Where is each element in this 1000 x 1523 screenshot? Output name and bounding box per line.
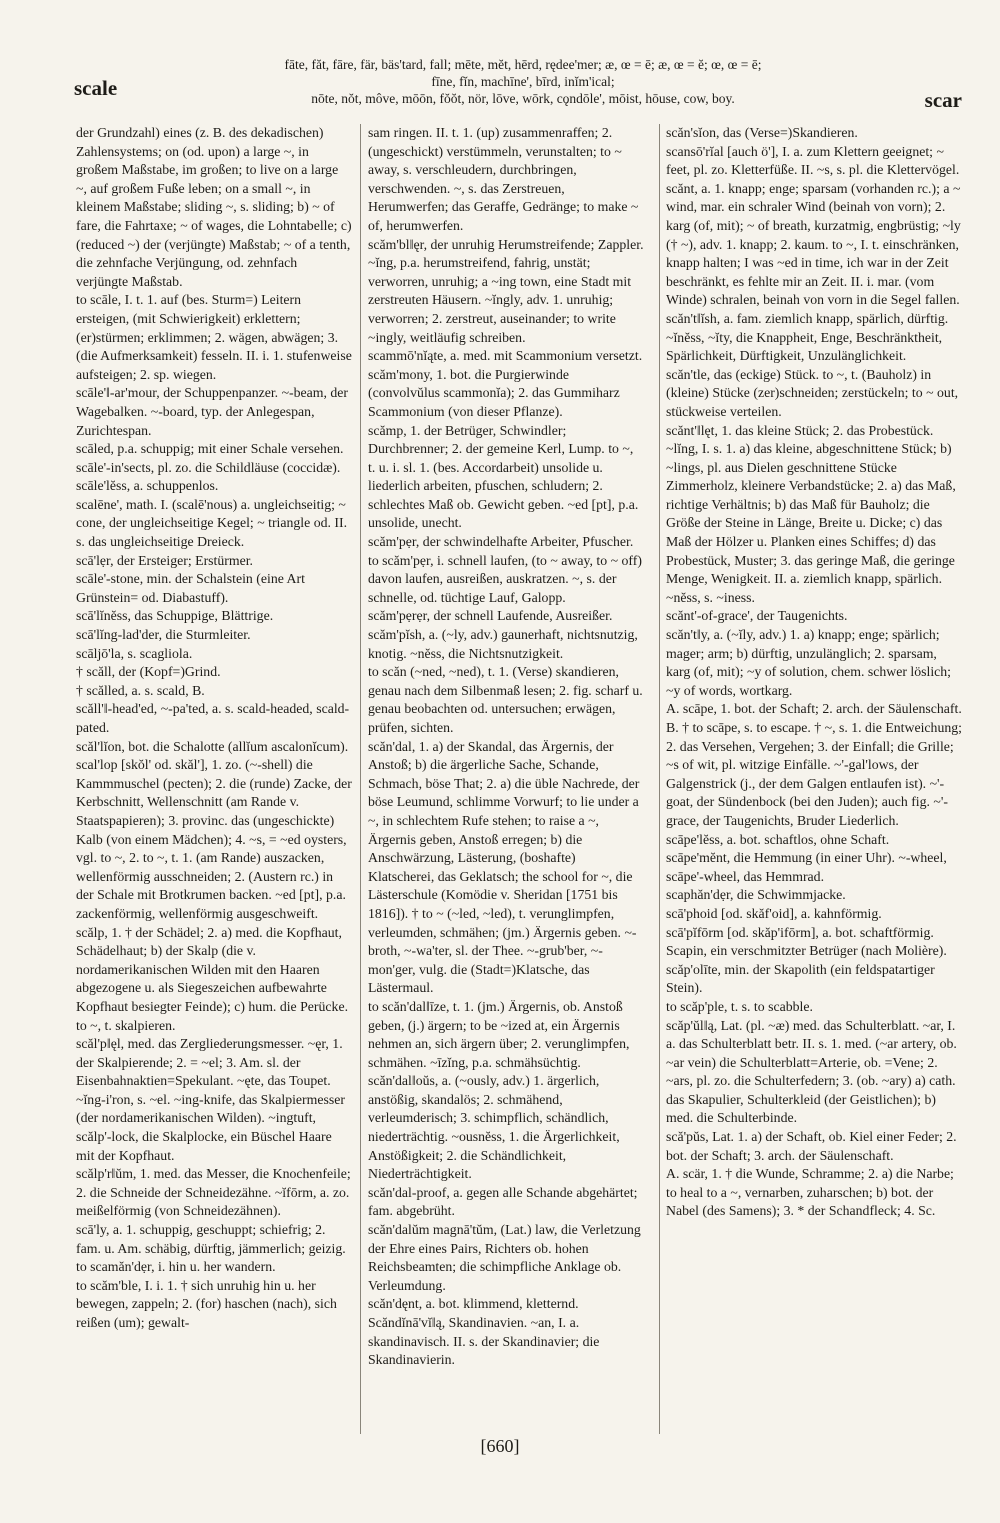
dictionary-entry: scămp, 1. der Betrüger, Schwindler; Durchbrenner; 2. der gemeine Kerl, Lump. to ~, t. u. i. sl. 1. (bes. Accordarbeit) unsolide u. liederlich arbeiten, pfuschen, schludern; 2. schlechtes Maß ob. Gewicht geben. ~ed [pt], p.a. unsolide, unecht. bbox=[368, 422, 639, 531]
dictionary-entry: scā'lĭnĕss, das Schuppige, Blättrige. bbox=[76, 608, 274, 624]
guide-word-right: scar bbox=[924, 88, 962, 112]
dictionary-entry: scăn'dęnt, a. bot. klimmend, kletternd. bbox=[368, 1296, 579, 1312]
dictionary-entry: scăll'‖-head'ed, ~-pa'ted, a. s. scald-headed, scald-pated. bbox=[76, 701, 350, 735]
dictionary-entry: scāljō'la, s. scagliola. bbox=[76, 645, 193, 661]
dictionary-entry: scălp'r‖ŭm, 1. med. das Messer, die Knochenfeile; 2. die Schneide der Schneidezähne. ~ĭfōrm, a. zo. meißelförmig (von Schneidezähnen). bbox=[76, 1166, 351, 1219]
dictionary-entry: scāle'lĕss, a. schuppenlos. bbox=[76, 478, 219, 494]
dictionary-entry: scăm'pẹrẹr, der schnell Laufende, Ausreißer. bbox=[368, 608, 613, 624]
dictionary-entry: scā'phoid [od. skăf'oid], a. kahnförmig. bbox=[666, 905, 882, 921]
dictionary-entry: † scăll, der (Kopf=)Grind. bbox=[76, 664, 221, 680]
guide-word-left: scale bbox=[74, 76, 118, 100]
dictionary-entry: scăl'p‖ęl, med. das Zergliederungsmesser. ~ęr, 1. der Skalpierende; 2. = ~el; 3. Am. sl. der Eisenbahnaktien=Spekulant. ~ęte, das Toupet. ~ĭng-i'ron, s. ~el. ~ing-knife, das Skalpiermesser (der nordamerikanischen Wilden). ~ingtuft, scălp'-lock, die Skalplocke, ein Büschel Haare mit der Kopfhaut. bbox=[76, 1036, 345, 1163]
dictionary-entry: scăn'dal-proof, a. gegen alle Schande abgehärtet; fam. abgebrüht. bbox=[368, 1184, 638, 1219]
column-2 bbox=[368, 124, 644, 1434]
dictionary-entry: sam ringen. II. t. 1. (up) zusammenraffen; 2. (ungeschickt) verstümmeln, verunstalten; to ~ away, s. verschleudern, durchbringen, verschwenden. ~, s. das Zerstreuen, Herumwerfen; das Geraffe, Gedränge; to make ~ of, herumwerfen. bbox=[368, 125, 639, 233]
dictionary-entry: scăp'olīte, min. der Skapolith (ein feldspatartiger Stein). bbox=[666, 961, 935, 996]
dictionary-entry: A. scāpe, 1. bot. der Schaft; 2. arch. der Säulenschaft. bbox=[666, 701, 962, 717]
dictionary-entry: scansō'rĭal [auch ö'], I. a. zum Klettern geeignet; ~ feet, pl. zo. Kletterfüße. II. ~s, s. pl. die Klettervögel. bbox=[666, 143, 960, 178]
dictionary-entry: scāle'-stone, min. der Schalstein (eine Art Grünstein= od. Diabastuff). bbox=[76, 571, 305, 605]
dictionary-entry: scăp'ŭl‖ą, Lat. (pl. ~æ) med. das Schulterblatt. ~ar, I. a. das Schulterblatt betr. II. s. 1. med. (~ar artery, ob. ~ar vein) die Schulterblatt=Arterie, ob. =Vene; 2. ~ars, pl. zo. die Schulterfedern; 3. (ob. ~ary) a) cath. das Skapulier, Schulterkleid (der Geistlichen); b) med. die Schulterbinde. bbox=[666, 1017, 957, 1126]
dictionary-entry: scăn'sĭon, das (Verse=)Skandieren. bbox=[666, 125, 858, 140]
dictionary-entry: to scăn'dal‖īze, t. 1. (jm.) Ärgernis, ob. Anstoß geben, (j.) ärgern; to be ~ized at, ein Ärgernis nehmen an, sich ärgern über; 2. verunglimpfen, schmähen. ~īzĭng, p.a. schmähsüchtig. bbox=[368, 998, 630, 1070]
pronunciation-key-line: nōte, nŏt, môve, mōōn, fŏŏt, nör, lōve, wōrk, cǫndōle', mōist, hōuse, cow, boy. bbox=[311, 91, 735, 106]
dictionary-entry: scăn'dalŭm magnā'tŭm, (Lat.) law, die Verletzung der Ehre eines Pairs, Richters ob. hohen Reichsbeamten; die schimpfliche Anklage ob. Verleumdung. bbox=[368, 1222, 641, 1293]
dictionary-entry: scăm'pĭsh, a. (~ly, adv.) gaunerhaft, nichtsnutzig, knotig. ~nĕss, die Nichtsnutzigkeit. bbox=[368, 627, 638, 661]
dictionary-entry: scănt'-of-grace', der Taugenichts. bbox=[666, 608, 848, 624]
dictionary-entry: to scăp'ple, t. s. to scabble. bbox=[666, 998, 813, 1014]
dictionary-entry: scăn'dal, 1. a) der Skandal, das Ärgernis, der Anstoß; b) die ärgerliche Sache, Schande, Schmach, böse That; 2. a) die üble Nachrede, der böse Leumund, schlimme Vorwurf; to lie under a ~, in schlechtem Rufe stehen; to raise a ~, Ärgernis geben, Anstoß erregen; b) die Anschwärzung, Lästerung, (boshafte) Klatscherei, das Geklatsch; the school for ~, die Lästerschule (Komödie v. Sheridan [1751 bis 1816]). † to ~ (~led, ~led), t. verunglimpfen, verleumden, schmähen; (jm.) Ärgernis geben. ~-broth, ~-wa'ter, sl. der Thee. ~-grub'ber, ~-mon'ger, vulg. die (Stadt=)Klatsche, das Lästermaul. bbox=[368, 738, 640, 996]
dictionary-entry: scă'pŭs, Lat. 1. a) der Schaft, ob. Kiel einer Feder; 2. bot. der Schaft; 3. arch. der Säulenschaft. bbox=[666, 1129, 957, 1163]
dictionary-entry: scaphăn'dẹr, die Schwimmjacke. bbox=[666, 887, 846, 903]
dictionary-entry: to scăm'ble, I. i. 1. † sich unruhig hin u. her bewegen, zappeln; 2. (for) haschen (nach), sich reißen (um); gewalt- bbox=[76, 1277, 337, 1330]
dictionary-entry: scā'lĭng-lad'der, die Sturmleiter. bbox=[76, 627, 251, 643]
dictionary-entry: scălp, 1. † der Schädel; 2. a) med. die Kopfhaut, Schädelhaut; b) der Skalp (die v. nordamerikanischen Wilden mit den Haaren abgezogene u. als Siegeszeichen aufbewahrte Kopfhaut besiegter Feinde); c) hum. die Perücke. to ~, t. skalpieren. bbox=[76, 924, 349, 1033]
columns bbox=[76, 124, 964, 1434]
dictionary-entry: A. scär, 1. † die Wunde, Schramme; 2. a) die Narbe; to heal to a ~, vernarben, zuharschen; b) bot. der Nabel (des Samens); 3. * der Schandfleck; 4. Sc. bbox=[666, 1166, 954, 1219]
dictionary-entry: scāpe'lĕss, a. bot. schaftlos, ohne Schaft. bbox=[666, 831, 890, 847]
dictionary-entry: Scapin, ein verschmitzter Betrüger (nach Molière). bbox=[666, 943, 947, 959]
dictionary-entry: scăm'bl‖ęr, der unruhig Herumstreifende; Zappler. ~ĭng, p.a. herumstreifend, fahrig, unstät; verworren, unruhig; a ~ing town, eine Stadt mit zerstreuten Häusern. ~ĭngly, adv. 1. unruhig; verworren; 2. zerstreut, auseinander; to write ~ingly, weitläufig schreiben. bbox=[368, 236, 644, 345]
dictionary-entry: scănt'‖lęt, 1. das kleine Stück; 2. das Probestück. ~lĭng, I. s. 1. a) das kleine, abgeschnittene Stück; b) ~lings, pl. aus Dielen geschnittene Stücke Zimmerholz, kleinere Verbandstücke; 2. a) das Maß, richtige Verhältnis; b) das Maß für Bauholz; die Größe der Steine in Länge, Breite u. Dicke; c) das Maß der Hölzer u. Planken eines Schiffes; d) das Probestück, Muster; 3. das geringe Maß, die geringe Menge, Wenigkeit. II. a. ziemlich knapp, spärlich. ~nĕss, s. ~iness. bbox=[666, 422, 956, 605]
dictionary-entry: † scălled, a. s. scald, B. bbox=[76, 682, 205, 698]
dictionary-entry: scāled, p.a. schuppig; mit einer Schale versehen. bbox=[76, 441, 344, 457]
dictionary-entry: scăm'pẹr, der schwindelhafte Arbeiter, Pfuscher. bbox=[368, 534, 634, 550]
dictionary-entry: scā'ly, a. 1. schuppig, geschuppt; schiefrig; 2. fam. u. Am. schäbig, dürftig, jämmerlich; geizig. bbox=[76, 1222, 346, 1256]
dictionary-entry: B. † to scāpe, s. to escape. † ~, s. 1. die Entweichung; 2. das Versehen, Vergehen; 3. der Einfall; die Grille; ~s of wit, pl. witzige Einfälle. ~'-gal'lows, der Galgenstrick (j., der dem Galgen entlaufen ist). ~'-goat, der Sündenbock (bei den Juden); auch fig. ~'-grace, der Taugenichts, Bruder Liederlich. bbox=[666, 720, 962, 828]
dictionary-entry: scammō'nĭąte, a. med. mit Scammonium versetzt. bbox=[368, 348, 643, 364]
dictionary-entry: scăm'mony, 1. bot. die Purgierwinde (convolvŭlus scammonĭa); 2. das Gummiharz Scammonium (von dieser Pflanze). bbox=[368, 366, 620, 419]
column-1 bbox=[76, 124, 352, 1434]
dictionary-entry: to scăm'pẹr, i. schnell laufen, (to ~ away, to ~ off) davon laufen, ausreißen, auskratzen. ~, s. der schnelle, od. tüchtige Lauf, Galopp. bbox=[368, 552, 642, 605]
dictionary-entry: scăn'dal‖oŭs, a. (~ously, adv.) 1. ärgerlich, anstößig, skandalös; 2. schmähend, verleumderisch; 3. schimpflich, schändlich, niederträchtig. ~ousnĕss, 1. die Ärgerlichkeit, Anstößigkeit; 2. die Schändlichkeit, Niederträchtigkeit. bbox=[368, 1073, 620, 1182]
dictionary-entry: scăn'tle, das (eckige) Stück. to ~, t. (Bauholz) in (kleine) Stücke (zer)schneiden; zerstückeln; to ~ out, stückweise verteilen. bbox=[666, 366, 959, 419]
pronunciation-key-line: fīne, fĭn, machīne', bīrd, inĭm'ical; bbox=[431, 74, 615, 89]
page-number: [660] bbox=[480, 1436, 520, 1456]
dictionary-entry: scā'lẹr, der Ersteiger; Erstürmer. bbox=[76, 552, 254, 568]
column-3 bbox=[666, 124, 964, 1434]
dictionary-entry: scăn't‖ĭsh, a. fam. ziemlich knapp, spärlich, dürftig. ~ĭnĕss, ~ĭty, die Knappheit, Enge, Beschränktheit, Spärlichkeit, Dürftigkeit, Unzulänglichkeit. bbox=[666, 310, 949, 364]
dictionary-entry: scalēne', math. I. (scalē'nous) a. ungleichseitig; ~ cone, der ungleichseitige Kegel; ~ triangle od. II. s. das ungleichseitige Dreieck. bbox=[76, 496, 348, 550]
pronunciation-key bbox=[230, 56, 816, 107]
dictionary-entry: der Grundzahl) eines (z. B. des dekadischen) Zahlensystems; on (od. upon) a large ~, in großem Maßstabe, im großen; to live on a large ~, auf großem Fuße leben; on a small ~, in kleinem Maßstabe; sliding ~, s. sliding; b) ~ of fare, die Fahrtaxe; ~ of wages, die Lohntabelle; c) (reduced ~) der (verjüngte) Maßstab; ~ of a tenth, die zehnfache Verjüngung, od. zehnfach verjüngte Maßstab. bbox=[76, 125, 352, 289]
dictionary-entry: scāpe'mĕnt, die Hemmung (in einer Uhr). ~-wheel, scāpe'-wheel, das Hemmrad. bbox=[666, 850, 947, 884]
dictionary-entry: scănt, a. 1. knapp; enge; sparsam (vorhanden rc.); a ~ wind, mar. ein schraler Wind (beinah von vorn); 2. karg (of, mit); ~ of breath, kurzatmig, engbrüstig; ~ly († ~), adv. 1. knapp; 2. kaum. to ~, I. t. einschränken, knapp halten; I was ~ed in time, ich war in der Zeit beschränkt, es fehlte mir an Zeit. II. i. mar. (vom Winde) schralen, beinah von vorn in die Segel fallen. bbox=[666, 180, 961, 308]
dictionary-entry: scal'lop [skŏl' od. skăl'], 1. zo. (~-shell) die Kammmuschel (pecten); 2. die (runde) Zacke, der Kerbschnitt, Wellenschnitt (am Rande v. Staatspapieren); 3. provinc. das (ungeschickte) Kalb (von einem Mädchen); 4. ~s, = ~ed oysters, vgl. to ~, 2. to ~, t. 1. (am Rande) auszacken, wellenförmig ausschneiden; 2. (Austern rc.) in der Schale mit Brotkrumen backen. ~ed [pt], p.a. zackenförmig, wellenförmig ausgeschweift. bbox=[76, 757, 352, 921]
dictionary-entry: to scamăn'dẹr, i. hin u. her wandern. bbox=[76, 1259, 276, 1275]
dictionary-entry: scāle'‖-ar'mour, der Schuppenpanzer. ~-beam, der Wagebalken. ~-board, typ. der Anlegespan, Zurichtespan. bbox=[76, 385, 349, 438]
dictionary-entry: scāle'-in'sects, pl. zo. die Schildläuse (coccidæ). bbox=[76, 459, 341, 475]
dictionary-entry: scăn't‖y, a. (~ĭly, adv.) 1. a) knapp; enge; spärlich; mager; arm; b) dürftig, unzulänglich; 2. sparsam, karg (of, mit); ~y of solution, chem. schwer löslich; ~y of words, wortkarg. bbox=[666, 627, 952, 698]
pronunciation-key-line: fāte, făt, fāre, fär, bäs'tard, fall; mēte, mĕt, hērd, rędee'mer; æ, œ = ē; æ, œ = ĕ; œ, œ = ē; bbox=[284, 57, 762, 72]
dictionary-entry: scā'pĭfōrm [od. skăp'ifōrm], a. bot. schaftförmig. bbox=[666, 924, 934, 940]
dictionary-entry: scăl'lĭon, bot. die Schalotte (allĭum ascalonĭcum). bbox=[76, 738, 349, 754]
dictionary-entry: Scăndĭnā'vĭ‖ą, Skandinavien. ~an, I. a. skandinavisch. II. s. der Skandinavier; die Skandinavierin. bbox=[368, 1315, 600, 1368]
dictionary-entry: to scăn (~ned, ~ned), t. 1. (Verse) skandieren, genau nach dem Silbenmaß lesen; 2. fig. scharf u. genau beobachten od. untersuchen; erwägen, prüfen, sichten. bbox=[368, 664, 643, 735]
dictionary-entry: to scāle, I. t. 1. auf (bes. Sturm=) Leitern ersteigen, (mit Schwierigkeit) erklettern; (er)stürmen; erklimmen; 2. wägen, abwägen; 3. (die Aufmerksamkeit) fesseln. II. i. 1. stufenweise aufsteigen; 2. sp. wiegen. bbox=[76, 292, 352, 382]
